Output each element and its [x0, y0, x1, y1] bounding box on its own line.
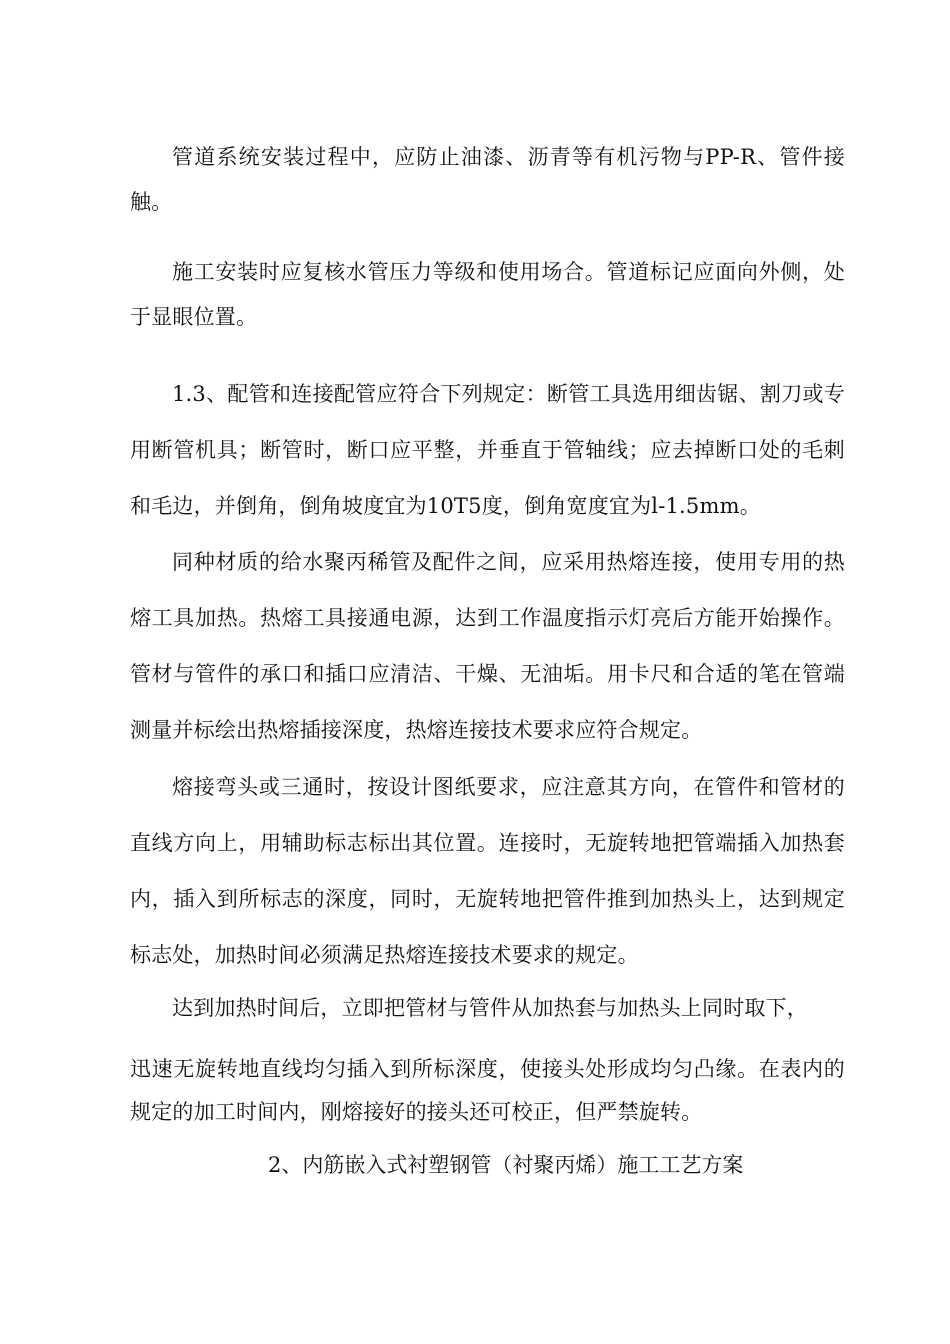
- paragraph-pressure-check: 施工安装时应复核水管压力等级和使用场合。管道标记应面向外侧，处于显眼位置。: [130, 260, 845, 329]
- paragraph-contamination: 管道系统安装过程中，应防止油漆、沥青等有机污物与PP-R、管件接触。: [130, 145, 845, 214]
- paragraph-heating-time-continued: 迅速无旋转地直线均匀插入到所标深度，使接头处形成均匀凸缘。在表内的规定的加工时间内，刚熔接好的接头还可校正，但严禁旋转。: [130, 1057, 845, 1124]
- paragraph-hot-melt-connection: 同种材质的给水聚丙稀管及配件之间，应采用热熔连接，使用专用的热熔工具加热。热熔工具接通电源，达到工作温度指示灯亮后方能开始操作。管材与管件的承口和插口应清洁、干燥、无油垢。用卡尺和合适的笔在管端测量并标绘出热熔插接深度，热熔连接技术要求应符合规定。: [130, 550, 845, 742]
- paragraph-heating-time: 达到加热时间后，立即把管材与管件从加热套与加热头上同时取下，: [172, 996, 808, 1020]
- paragraph-elbow-tee-welding: 熔接弯头或三通时，按设计图纸要求，应注意其方向，在管件和管材的直线方向上，用辅助标志标出其位置。连接时，无旋转地把管端插入加热套内，插入到所标志的深度，同时，无旋转地把管件推到加热头上，达到规定标志处，加热时间必须满足热熔连接技术要求的规定。: [130, 775, 845, 967]
- section-heading: 2、内筋嵌入式衬塑钢管（衬聚丙烯）施工工艺方案: [268, 1153, 744, 1177]
- paragraph-pipe-cutting: 1.3、配管和连接配管应符合下列规定：断管工具选用细齿锯、割刀或专用断管机具；断管时，断口应平整，并垂直于管轴线；应去掉断口处的毛刺和毛边，并倒角，倒角坡度宜为10T5度，倒角宽度宜为l-1.5mm。: [130, 382, 845, 518]
